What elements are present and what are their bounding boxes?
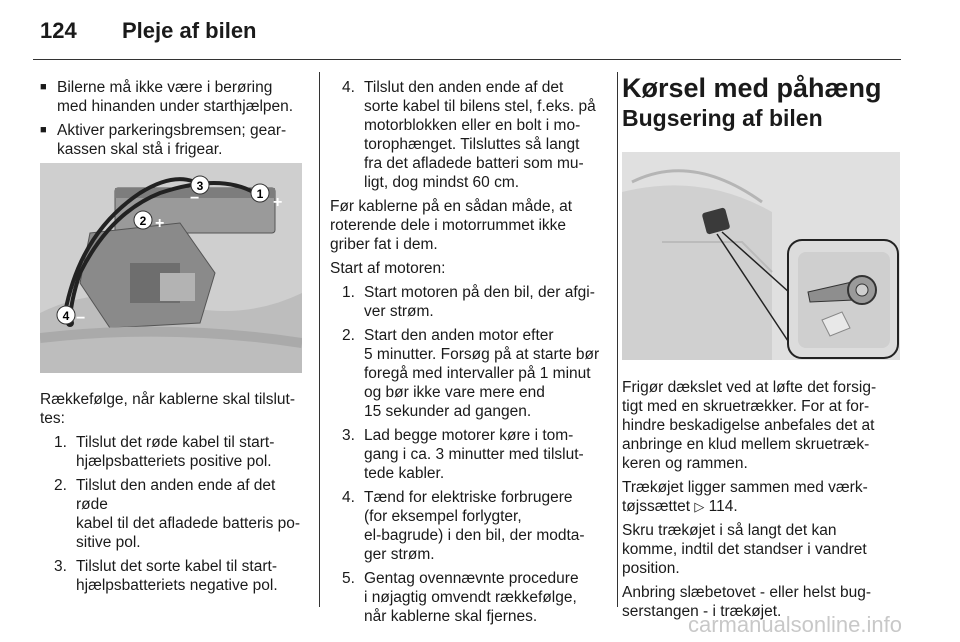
bullet-square-icon: ■ [40, 124, 47, 136]
column-1 [40, 78, 310, 164]
engine-bay-illustration [40, 163, 302, 373]
column-divider-2 [617, 72, 618, 607]
page-reference-link[interactable]: 114. [708, 498, 738, 515]
page-reference-icon: ▷ [694, 499, 705, 514]
paragraph: Frigør dækslet ved at løfte det forsig- tigt med en skruetrækker. For at for- hindre beskadigelse anbefales det at anbringe en klud mellem skruetræk- keren og rammen. [622, 379, 877, 472]
list-item: 2. Start den anden motor efter 5 minutter. Forsøg på at starte bør foregå med intervaller på 1 minut og bør ikke vare mere end 15 sekunder ad gangen. [342, 327, 600, 420]
text-line: med hinanden under starthjælpen. [57, 98, 294, 115]
tow-eye-figure [622, 152, 900, 360]
bullet-item [40, 78, 310, 116]
list-item: 3. Tilslut det sorte kabel til start- hjælpsbatteriets negative pol. [54, 558, 278, 594]
bullet-item [40, 121, 310, 159]
figure-label-2: 2 [139, 214, 147, 228]
paragraph: Start af motoren: [330, 260, 446, 277]
column-3-lower [622, 378, 907, 621]
figure-label-1: 1 [256, 187, 264, 201]
page-number: 124 [40, 18, 77, 43]
paragraph: Før kablerne på en sådan måde, at roterende dele i motorrummet ikke griber fat i dem. [330, 198, 573, 253]
paragraph: Anbring slæbetovet - eller helst bug- serstangen - i trækøjet. [622, 584, 871, 620]
figure-label-4: 4 [62, 309, 70, 323]
watermark: carmanualsonline.info [687, 612, 902, 637]
paragraph: Skru trækøjet i så langt det kan komme, indtil det standser i vandret position. [622, 522, 867, 577]
minus-icon: − [76, 310, 86, 327]
paragraph: Trækøjet ligger sammen med værk- tøjssættet ▷ 114. [622, 479, 868, 515]
text-line: Bilerne må ikke være i berøring [57, 79, 273, 96]
column-2 [330, 78, 610, 631]
page-title: Pleje af bilen [122, 18, 257, 43]
text-line: kassen skal stå i frigear. [57, 141, 223, 158]
list-item: 1. Start motoren på den bil, der afgi- ver strøm. [342, 284, 595, 320]
list-item: 5. Gentag ovennævnte procedure i nøjagtig omvendt rækkefølge, når kablerne skal fjernes. [342, 570, 579, 625]
text-line: Aktiver parkeringsbremsen; gear- [57, 122, 287, 139]
column-divider-1 [319, 72, 320, 607]
tow-eye-illustration [622, 152, 900, 360]
plus-icon: + [155, 215, 165, 232]
list-item: 4. Tilslut den anden ende af det sorte kabel til bilens stel, f.eks. på motorblokken eller en bolt i mo- torophænget. Tilsluttes så langt fra det afladede batteri som mu- ligt, dog mindst 60 cm. [342, 79, 596, 191]
list-item: 2. Tilslut den anden ende af det røde kabel til det afladede batteris po- sitive pol. [54, 477, 301, 551]
text-line: Rækkefølge, når kablerne skal tilslut- [40, 391, 295, 408]
subsection-heading: Bugsering af bilen [622, 105, 823, 131]
plus-icon: + [273, 194, 283, 211]
bullet-square-icon: ■ [40, 81, 47, 93]
list-item: 3. Lad begge motorer køre i tom- gang i ca. 3 minutter med tilslut- tede kabler. [342, 427, 584, 482]
header-rule [33, 59, 901, 60]
column-3 [622, 72, 907, 132]
figure-label-3: 3 [196, 179, 204, 193]
section-heading: Kørsel med påhæng [622, 73, 882, 103]
minus-icon: − [190, 190, 200, 207]
list-item: 1. Tilslut det røde kabel til start- hjælpsbatteriets positive pol. [54, 434, 275, 470]
jump-start-figure [40, 163, 302, 373]
text-line: tes: [40, 410, 65, 427]
column-1-lower [40, 390, 310, 600]
list-item: 4. Tænd for elektriske forbrugere (for eksempel forlygter, el-bagrude) i den bil, der modta- ger strøm. [342, 489, 585, 563]
